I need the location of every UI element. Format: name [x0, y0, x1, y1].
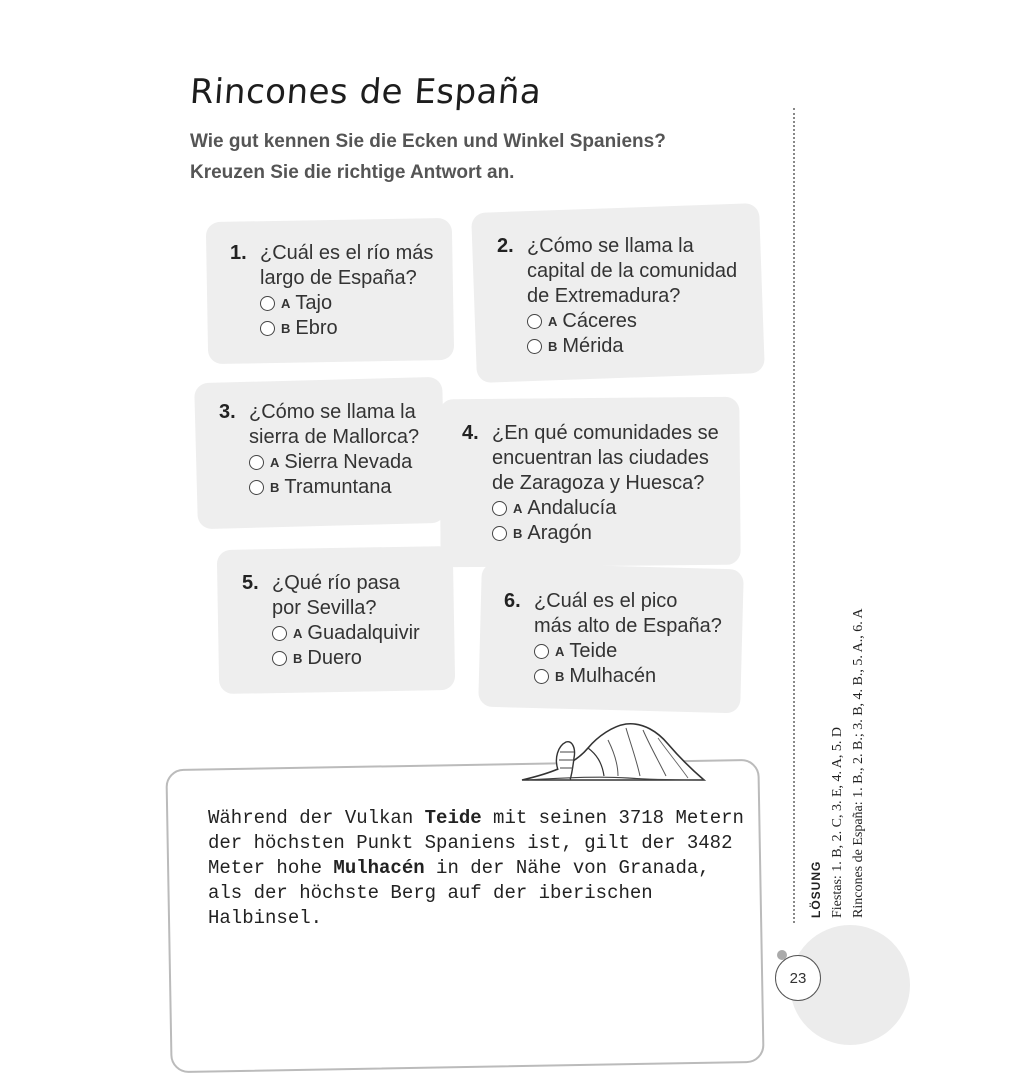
option-text: Teide [569, 640, 618, 662]
question-number: 2. [497, 235, 514, 257]
question-5 [242, 571, 420, 671]
info-bold-teide: Teide [424, 807, 482, 829]
question-number: 6. [504, 590, 521, 612]
question-line: de Zaragoza y Huesca? [492, 472, 705, 494]
question-line: ¿Qué río pasa [272, 572, 400, 594]
solution-rincones [848, 538, 869, 918]
question-number: 4. [462, 422, 479, 444]
solution-rincones-answers: 1. B., 2. B.; 3. B, 4. B., 5. A., 6. A [851, 608, 866, 798]
radio-circle-icon[interactable] [260, 321, 275, 336]
option-letter: A [281, 296, 291, 311]
question-line: largo de España? [260, 267, 417, 289]
solution-rincones-label: Rincones de España: [851, 801, 866, 918]
radio-circle-icon[interactable] [527, 314, 542, 329]
solution-fiestas [827, 538, 848, 918]
mountain-illustration-icon [518, 718, 708, 788]
info-text [208, 806, 748, 931]
radio-circle-icon[interactable] [534, 669, 549, 684]
radio-circle-icon[interactable] [492, 501, 507, 516]
option-b[interactable] [249, 475, 419, 500]
instructions-line-2: Kreuzen Sie die richtige Antwort an. [190, 162, 515, 183]
question-line: capital de la comunidad [527, 260, 738, 282]
option-text: Cáceres [562, 310, 637, 332]
question-line: de Extremadura? [527, 285, 681, 307]
option-text: Mérida [562, 335, 624, 357]
page-number: 23 [775, 955, 821, 1001]
option-a[interactable] [260, 291, 433, 316]
option-a[interactable] [272, 621, 420, 646]
instructions [190, 126, 666, 188]
option-b[interactable] [527, 334, 737, 359]
question-3 [219, 400, 419, 500]
info-bold-mulhacen: Mulhacén [333, 857, 425, 879]
dotted-separator [793, 108, 795, 923]
radio-circle-icon[interactable] [249, 480, 264, 495]
question-line: por Sevilla? [272, 597, 377, 619]
question-number: 3. [219, 401, 236, 423]
option-letter: B [270, 480, 280, 495]
option-b[interactable] [260, 316, 433, 341]
question-line: ¿Cómo se llama la [249, 401, 416, 423]
option-letter: B [513, 526, 523, 541]
option-letter: A [293, 626, 303, 641]
radio-circle-icon[interactable] [527, 339, 542, 354]
question-text [242, 571, 420, 671]
radio-circle-icon[interactable] [492, 526, 507, 541]
solution-fiestas-label: Fiestas: [830, 875, 845, 918]
radio-circle-icon[interactable] [534, 644, 549, 659]
instructions-line-1: Wie gut kennen Sie die Ecken und Winkel Spaniens? [190, 131, 666, 152]
question-text [219, 400, 419, 500]
option-text: Sierra Nevada [284, 451, 413, 473]
radio-circle-icon[interactable] [272, 626, 287, 641]
page-title: Rincones de España [188, 72, 543, 112]
option-b[interactable] [492, 521, 719, 546]
question-number: 5. [242, 572, 259, 594]
radio-circle-icon[interactable] [249, 455, 264, 470]
option-letter: B [548, 339, 558, 354]
option-text: Mulhacén [569, 665, 657, 687]
question-line: ¿Cómo se llama la [527, 235, 694, 257]
solution-label: LÖSUNG [809, 860, 823, 918]
option-text: Aragón [527, 522, 592, 544]
question-1 [230, 241, 433, 341]
question-4 [462, 421, 719, 546]
option-letter: B [293, 651, 303, 666]
question-text [497, 234, 737, 359]
solution-fiestas-answers: 1. B, 2. C, 3. E, 4. A, 5. D [830, 727, 845, 872]
question-text [504, 589, 722, 689]
option-b[interactable] [272, 646, 420, 671]
option-letter: B [281, 321, 291, 336]
question-line: encuentran las ciudades [492, 447, 709, 469]
option-text: Andalucía [527, 497, 617, 519]
question-line: sierra de Mallorca? [249, 426, 420, 448]
option-b[interactable] [534, 664, 722, 689]
option-letter: A [513, 501, 523, 516]
question-line: ¿Cuál es el pico [534, 590, 678, 612]
option-text: Ebro [295, 317, 338, 339]
question-line: ¿Cuál es el río más [260, 242, 434, 264]
option-letter: A [548, 314, 558, 329]
question-6 [504, 589, 722, 689]
question-number: 1. [230, 242, 247, 264]
question-line: más alto de España? [534, 615, 722, 637]
question-text [462, 421, 719, 546]
question-2 [497, 234, 737, 359]
option-text: Tramuntana [284, 476, 392, 498]
option-text: Guadalquivir [307, 622, 420, 644]
question-line: ¿En qué comunidades se [492, 422, 719, 444]
option-a[interactable] [249, 450, 419, 475]
option-letter: A [555, 644, 565, 659]
info-segment: mit seinen 3718 Metern der höchsten Punkt Spaniens ist, gilt der 3482 Meter hohe [208, 807, 744, 879]
radio-circle-icon[interactable] [260, 296, 275, 311]
option-text: Tajo [295, 292, 333, 314]
solution-block [806, 538, 886, 918]
option-letter: A [270, 455, 280, 470]
option-text: Duero [307, 647, 362, 669]
info-segment: in der Nähe von Granada, als der höchste Berg auf der iberischen Halbinsel. [208, 857, 710, 929]
option-letter: B [555, 669, 565, 684]
question-text [230, 241, 433, 341]
option-a[interactable] [534, 639, 722, 664]
option-a[interactable] [527, 309, 737, 334]
option-a[interactable] [492, 496, 719, 521]
radio-circle-icon[interactable] [272, 651, 287, 666]
info-segment: Während der Vulkan [208, 807, 425, 829]
